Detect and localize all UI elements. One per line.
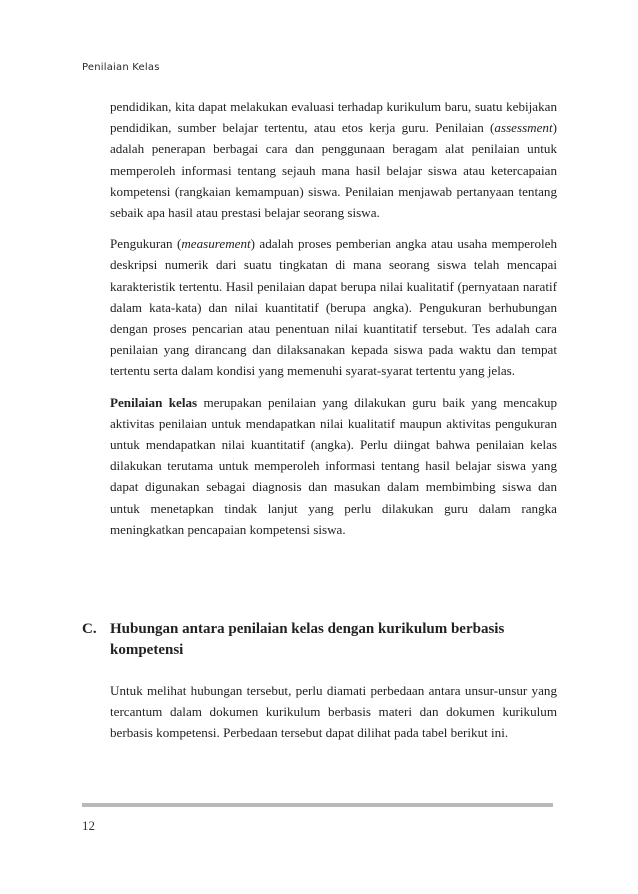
running-header: Penilaian Kelas: [82, 62, 160, 73]
paragraph-class-assessment: [110, 392, 557, 540]
section-heading: [82, 619, 557, 661]
paragraph-text: Pengukuran (: [110, 236, 182, 252]
paragraph-text: ) adalah penerapan berbagai cara dan penggunaan beragam alat penilaian untuk memperoleh informasi tentang sejauh mana hasil belajar siswa atau ketercapaian kompetensi (rangkaian kemampuan) siswa. Penilaian menjawab pertanyaan tentang sebaik apa hasil atau prestasi belajar seorang siswa.: [110, 120, 557, 221]
italic-term: measurement: [181, 236, 251, 252]
section-letter: C.: [82, 621, 97, 637]
section-paragraph: Untuk melihat hubungan tersebut, perlu diamati perbedaan antara unsur-unsur yang tercantum dalam dokumen kurikulum berbasis materi dan dokumen kurikulum berbasis kompetensi. Perbedaan tersebut dapat dilihat pada tabel berikut ini.: [110, 683, 557, 741]
section-body: [110, 680, 557, 744]
italic-term: assessment: [494, 120, 553, 136]
paragraph-text: pendidikan, kita dapat melakukan evaluasi terhadap kurikulum baru, suatu kebijakan pendidikan, sumber belajar tertentu, atau etos kerja guru. Penilaian (: [110, 99, 557, 136]
body-text: [110, 96, 557, 540]
section-title: Hubungan antara penilaian kelas dengan kurikulum berbasis kompetensi: [110, 621, 505, 658]
page-number: 12: [82, 818, 95, 833]
paragraph-text: merupakan penilaian yang dilakukan guru baik yang mencakup aktivitas penilaian untuk mendapatkan nilai kualitatif maupun aktivitas pengukuran untuk mendapatkan nilai kuantitatif (angka). Perlu diingat bahwa penilaian kelas dilakukan terutama untuk memperoleh informasi tentang hasil belajar siswa yang dapat digunakan sebagai diagnosis dan masukan dalam membimbing siswa dan untuk menetapkan tindak lanjut yang perlu dilakukan guru dalam rangka meningkatkan pencapaian kompetensi siswa.: [110, 394, 558, 537]
paragraph-text: ) adalah proses pemberian angka atau usaha memperoleh deskripsi numerik dari suatu tingkatan di mana seorang siswa telah mencapai karakteristik tertentu. Hasil penilaian dapat berupa nilai kualitatif (pernyataan naratif dalam kata-kata) dan nilai kuantitatif (berupa angka). Pengukuran berhubungan dengan proses pencarian atau penentuan nilai kuantitatif tersebut. Tes adalah cara penilaian yang dirancang dan dilaksanakan kepada siswa pada waktu dan tempat tertentu serta dalam kondisi yang memenuhi syarat-syarat tertentu yang jelas.: [110, 236, 558, 379]
paragraph-measurement: [110, 233, 557, 381]
paragraph-evaluation: [110, 96, 557, 223]
footer-rule: [82, 803, 553, 807]
bold-term: Penilaian kelas: [110, 394, 198, 410]
